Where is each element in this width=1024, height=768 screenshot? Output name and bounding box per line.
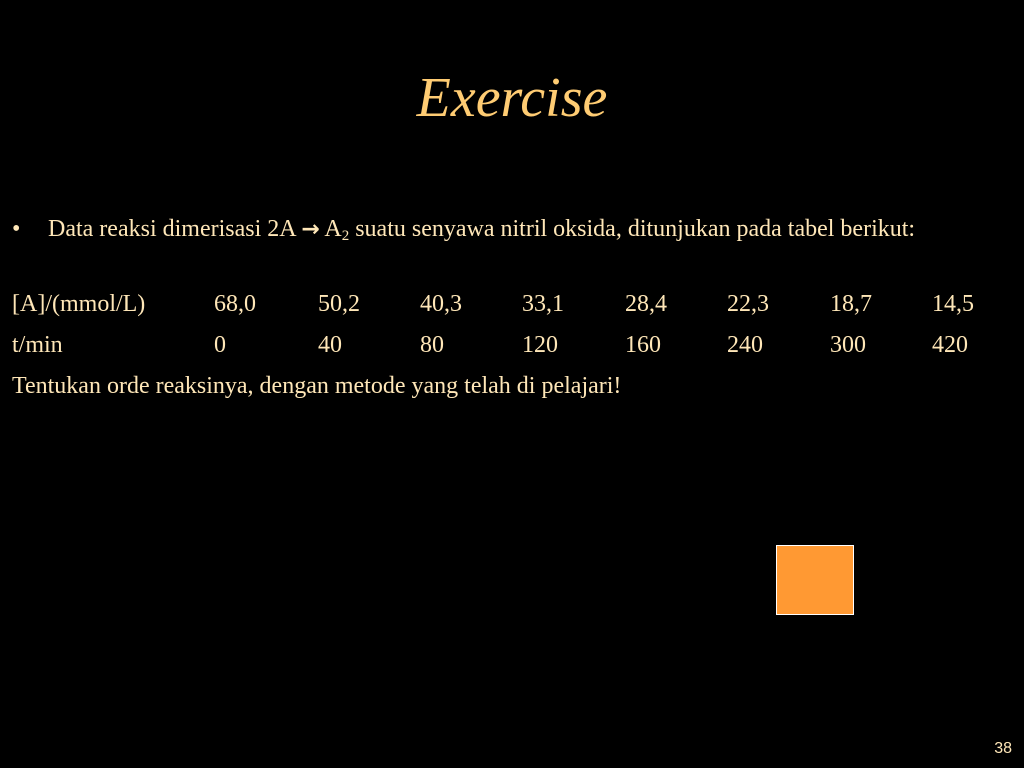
table-cell: 33,1 <box>522 291 564 317</box>
table-cell: 420 <box>932 332 968 358</box>
reaction-arrow-icon: → <box>301 217 320 242</box>
table-cell: 40 <box>318 332 342 358</box>
row-header: [A]/(mmol/L) <box>12 291 146 317</box>
page-number: 38 <box>994 740 1012 757</box>
instruction-text: Tentukan orde reaksinya, dengan metode yang telah di pelajari! <box>12 373 622 399</box>
table-cell: 22,3 <box>727 291 769 317</box>
table-cell: 120 <box>522 332 558 358</box>
bullet-text-after: suatu senyawa nitril oksida, ditunjukan pada tabel berikut: <box>349 216 916 242</box>
bullet-text <box>48 213 1012 246</box>
bullet-marker: • <box>12 216 21 242</box>
table-cell: 50,2 <box>318 291 360 317</box>
bullet-item <box>12 213 1012 246</box>
bullet-text-before: Data reaksi dimerisasi 2A <box>48 216 302 242</box>
table-cell: 68,0 <box>214 291 256 317</box>
slide-title: Exercise <box>416 67 608 129</box>
table-cell: 28,4 <box>625 291 667 317</box>
table-cell: 18,7 <box>830 291 872 317</box>
table-cell: 14,5 <box>932 291 974 317</box>
table-row-time <box>12 328 1012 362</box>
table-row-concentration <box>12 287 1012 321</box>
product-base: A <box>319 216 342 242</box>
table-cell: 300 <box>830 332 866 358</box>
table-cell: 40,3 <box>420 291 462 317</box>
table-cell: 80 <box>420 332 444 358</box>
row-header: t/min <box>12 332 63 358</box>
orange-square <box>776 545 854 615</box>
table-cell: 160 <box>625 332 661 358</box>
table-cell: 240 <box>727 332 763 358</box>
table-cell: 0 <box>214 332 226 358</box>
product-subscript: 2 <box>341 228 350 244</box>
